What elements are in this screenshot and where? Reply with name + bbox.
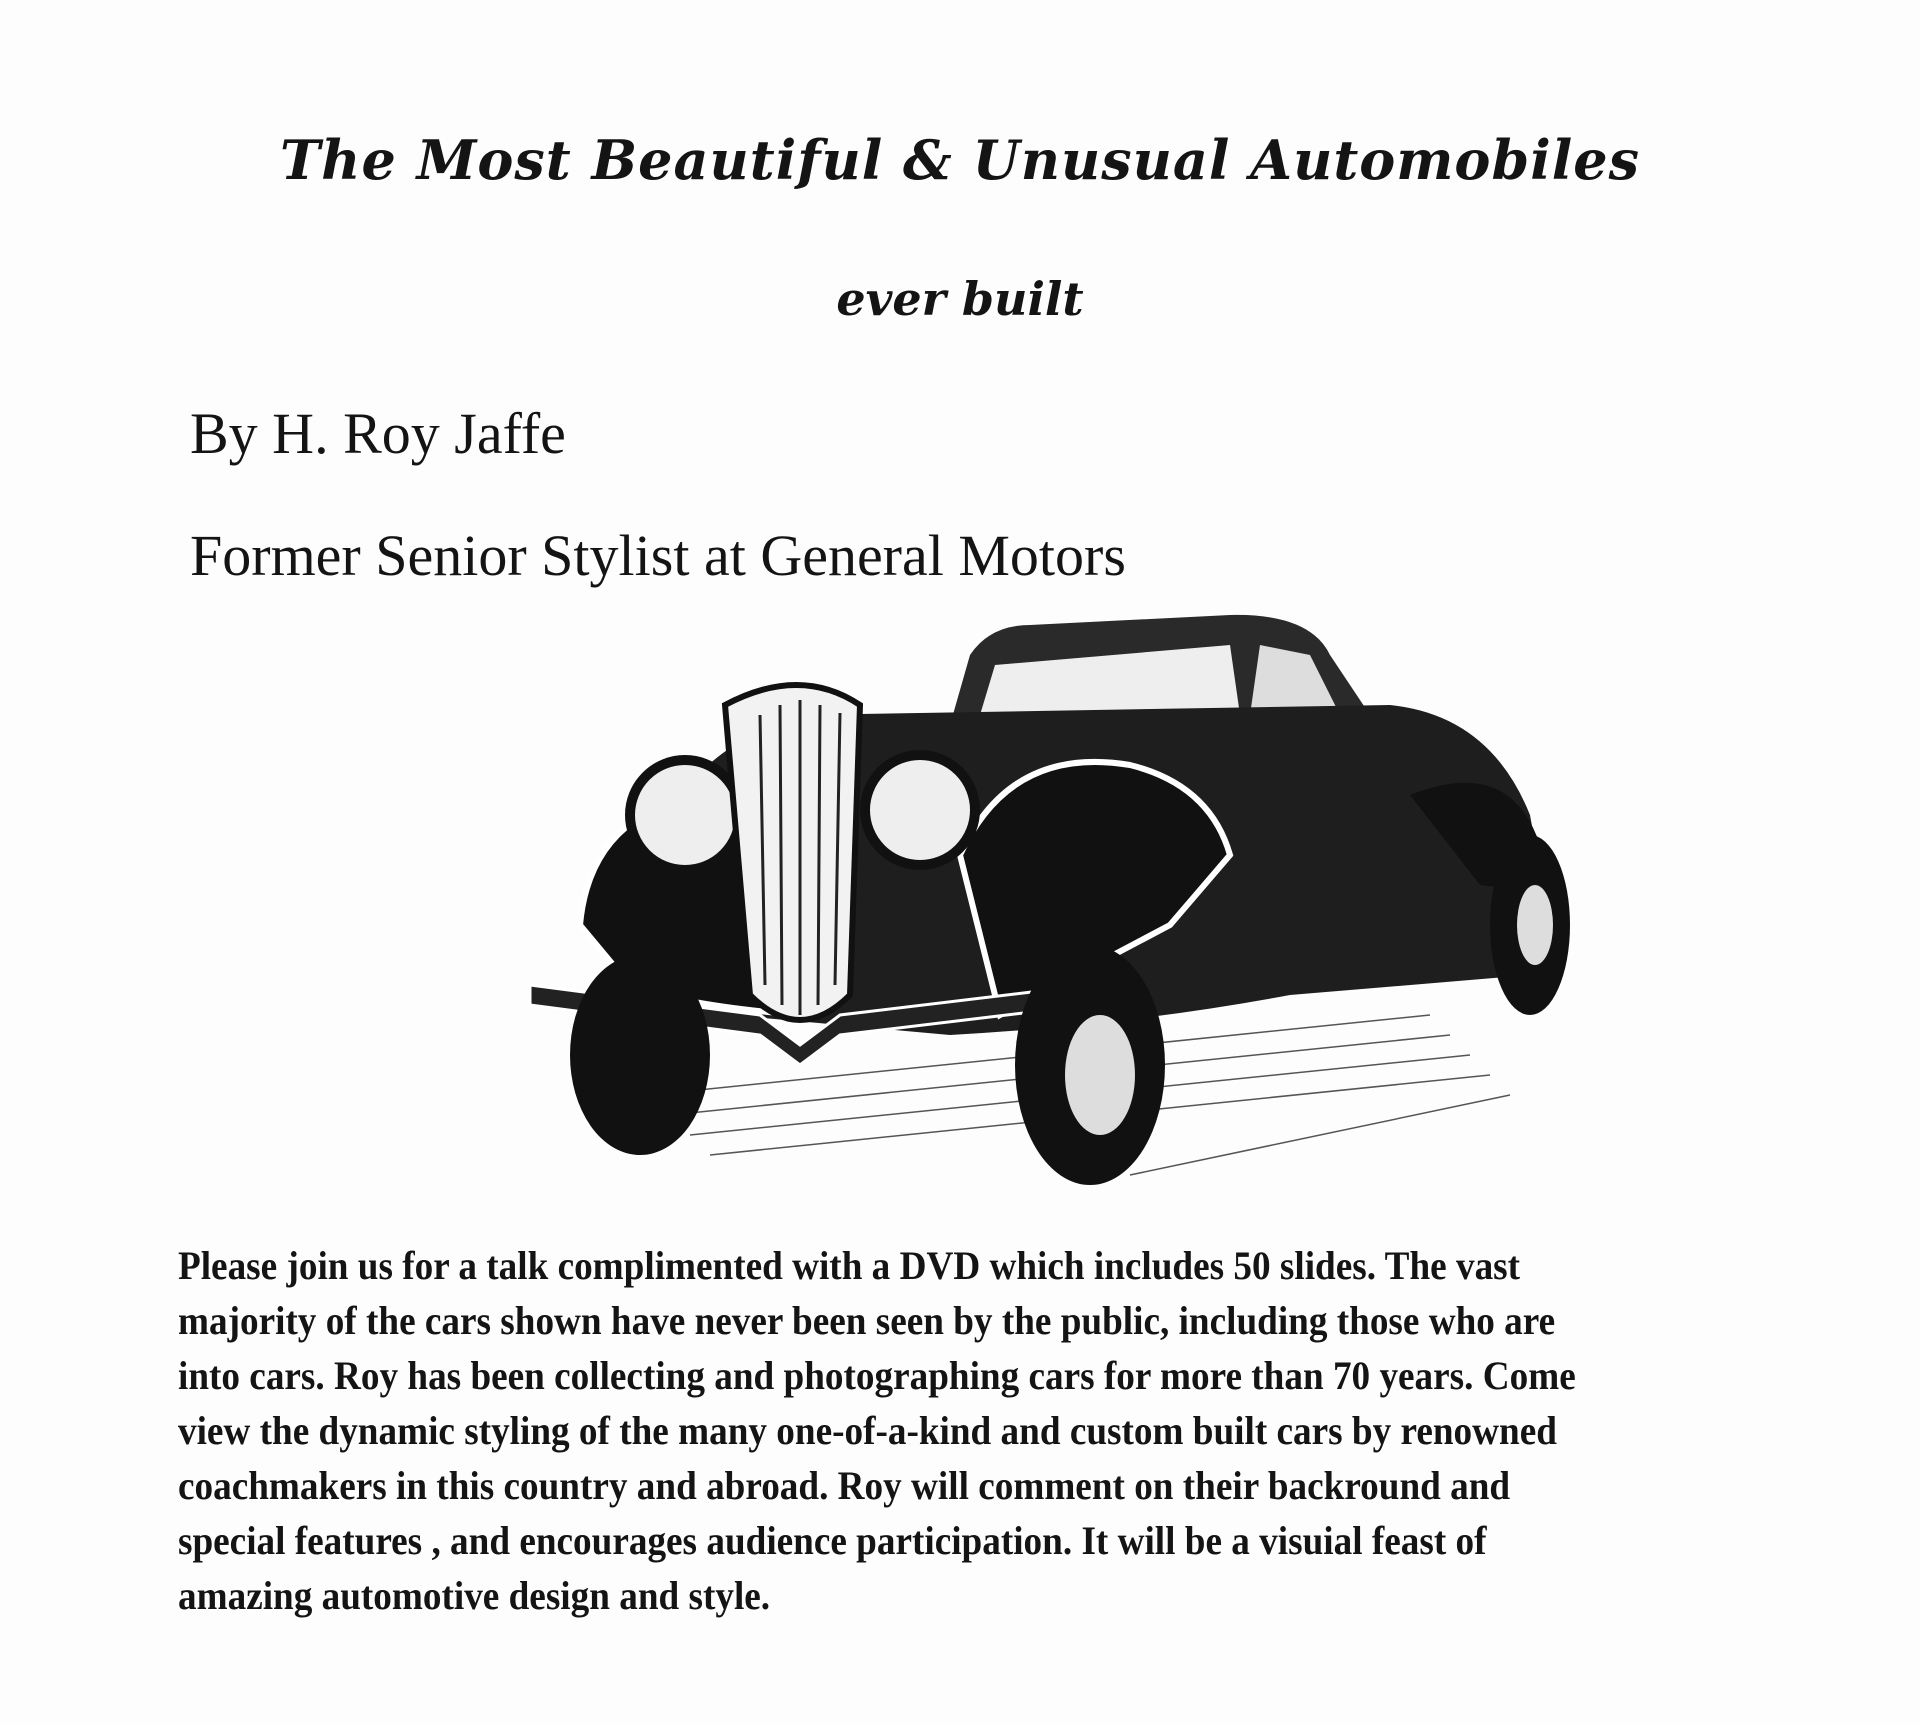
flyer-subtitle: ever built <box>836 272 1084 326</box>
headlight-left <box>630 760 740 870</box>
headlight-right <box>865 755 975 865</box>
wheel-front-left <box>570 955 710 1155</box>
flyer-title: The Most Beautiful & Unusual Automobiles <box>280 128 1640 192</box>
vintage-car-illustration <box>530 595 1650 1215</box>
author-role: Former Senior Stylist at General Motors <box>190 523 1126 588</box>
author-byline: By H. Roy Jaffe <box>190 401 566 466</box>
event-description: Please join us for a talk complimented with a DVD which includes 50 slides. The vast majority of the cars shown have never been seen by the public, including those who are into cars. Roy has been collecting and photographing cars for more than 70 years. Come view the dynamic styling of the many one-of-a-kind and custom built cars by renowned coachmakers in this country and abroad. Roy will comment on their backround and special features , and encourages audience participation. It will be a visuial feast of amazing automotive design and style. <box>178 1243 1576 1618</box>
